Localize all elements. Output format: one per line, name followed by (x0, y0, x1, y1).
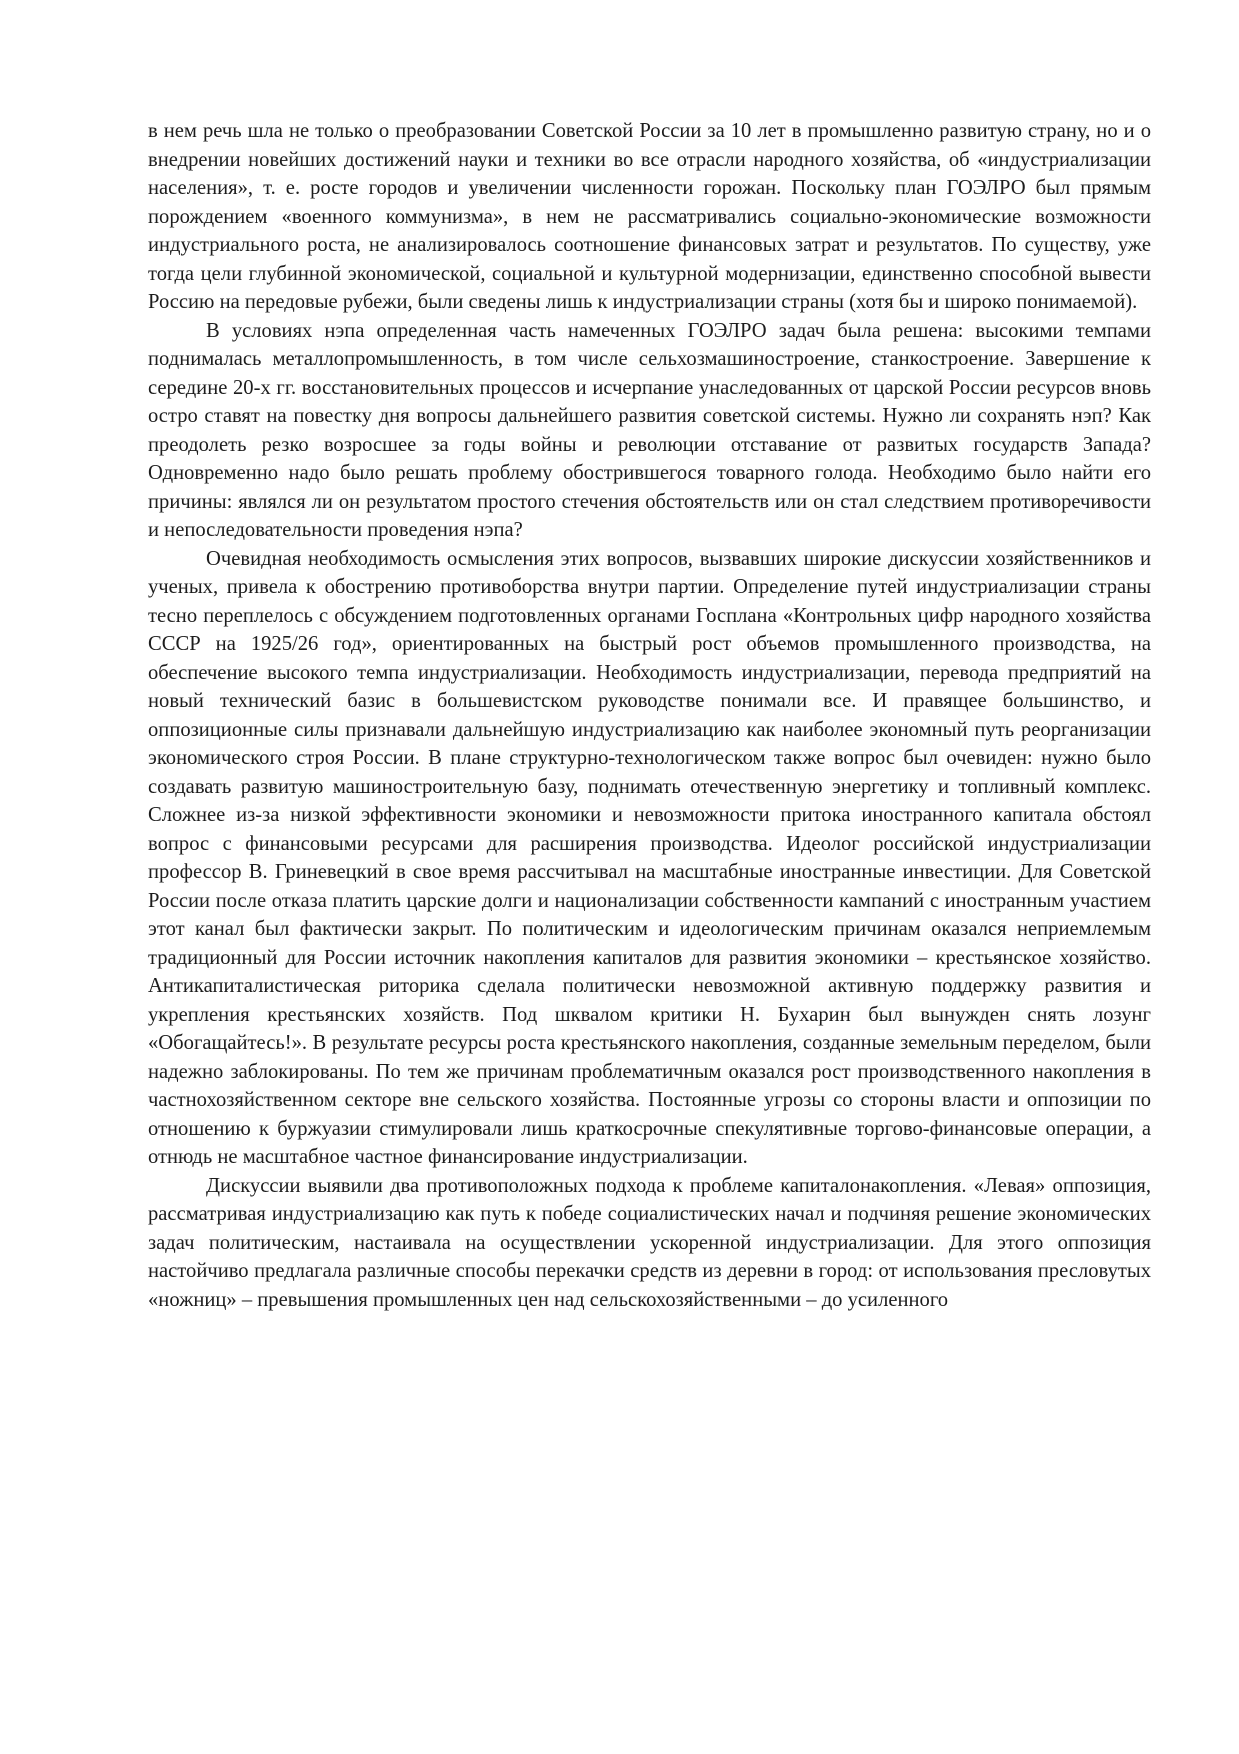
paragraph-2: В условиях нэпа определенная часть намеченных ГОЭЛРО задач была решена: высокими темпами поднималась металлопромышленность, в том числе сельхозмашиностроение, станкостроение. Завершение к середине 20-х гг. восстановительных процессов и исчерпание унаследованных от царской России ресурсов вновь остро ставят на повестку дня вопросы дальнейшего развития советской системы. Нужно ли сохранять нэп? Как преодолеть резко возросшее за годы войны и революции отставание от развитых государств Запада? Одновременно надо было решать проблему обострившегося товарного голода. Необходимо было найти его причины: являлся ли он результатом простого стечения обстоятельств или он стал следствием противоречивости и непоследовательности проведения нэпа? (148, 319, 1151, 541)
document-page (148, 117, 1151, 1314)
paragraph-3: Очевидная необходимость осмысления этих вопросов, вызвавших широкие дискуссии хозяйственников и ученых, привела к обострению противоборства внутри партии. Определение путей индустриализации страны тесно переплелось с обсуждением подготовленных органами Госплана «Контрольных цифр народного хозяйства СССР на 1925/26 год», ориентированных на быстрый рост объемов промышленного производства, на обеспечение высокого темпа индустриализации. Необходимость индустриализации, перевода предприятий на новый технический базис в большевистском руководстве понимали все. И правящее большинство, и оппозиционные силы признавали дальнейшую индустриализацию как наиболее экономный путь реорганизации экономического строя России. В плане структурно-технологическом также вопрос был очевиден: нужно было создавать развитую машиностроительную базу, поднимать отечественную энергетику и топливный комплекс. Сложнее из-за низкой эффективности экономики и невозможности притока иностранного капитала обстоял вопрос с финансовыми ресурсами для расширения производства. Идеолог российской индустриализации профессор В. Гриневецкий в свое время рассчитывал на масштабные иностранные инвестиции. Для Советской России после отказа платить царские долги и национализации собственности кампаний с иностранным участием этот канал был фактически закрыт. По политическим и идеологическим причинам оказался неприемлемым традиционный для России источник накопления капиталов для развития экономики – крестьянское хозяйство. Антикапиталистическая риторика сделала политически невозможной активную поддержку развития и укрепления крестьянских хозяйств. Под шквалом критики Н. Бухарин был вынужден снять лозунг «Обогащайтесь!». В результате ресурсы роста крестьянского накопления, созданные земельным переделом, были надежно заблокированы. По тем же причинам проблематичным оказался рост производственного накопления в частнохозяйственном секторе вне сельского хозяйства. Постоянные угрозы со стороны власти и оппозиции по отношению к буржуазии стимулировали лишь краткосрочные спекулятивные торгово-финансовые операции, а отнюдь не масштабное частное финансирование индустриализации. (148, 547, 1151, 1168)
paragraph-4: Дискуссии выявили два противоположных подхода к проблеме капиталонакопления. «Левая» оппозиция, рассматривая индустриализацию как путь к победе социалистических начал и подчиняя решение экономических задач политическим, настаивала на осуществлении ускоренной индустриализации. Для этого оппозиция настойчиво предлагала различные способы перекачки средств из деревни в город: от использования пресловутых «ножниц» – превышения промышленных цен над сельскохозяйственными – до усиленного (148, 1174, 1151, 1311)
paragraph-1: в нем речь шла не только о преобразовании Советской России за 10 лет в промышленно развитую страну, но и о внедрении новейших достижений науки и техники во все отрасли народного хозяйства, об «индустриализации населения», т. е. росте городов и увеличении численности горожан. Поскольку план ГОЭЛРО был прямым порождением «военного коммунизма», в нем не рассматривались социально-экономические возможности индустриального роста, не анализировалось соотношение финансовых затрат и результатов. По существу, уже тогда цели глубинной экономической, социальной и культурной модернизации, единственно способной вывести Россию на передовые рубежи, были сведены лишь к индустриализации страны (хотя бы и широко понимаемой). (148, 120, 1151, 313)
